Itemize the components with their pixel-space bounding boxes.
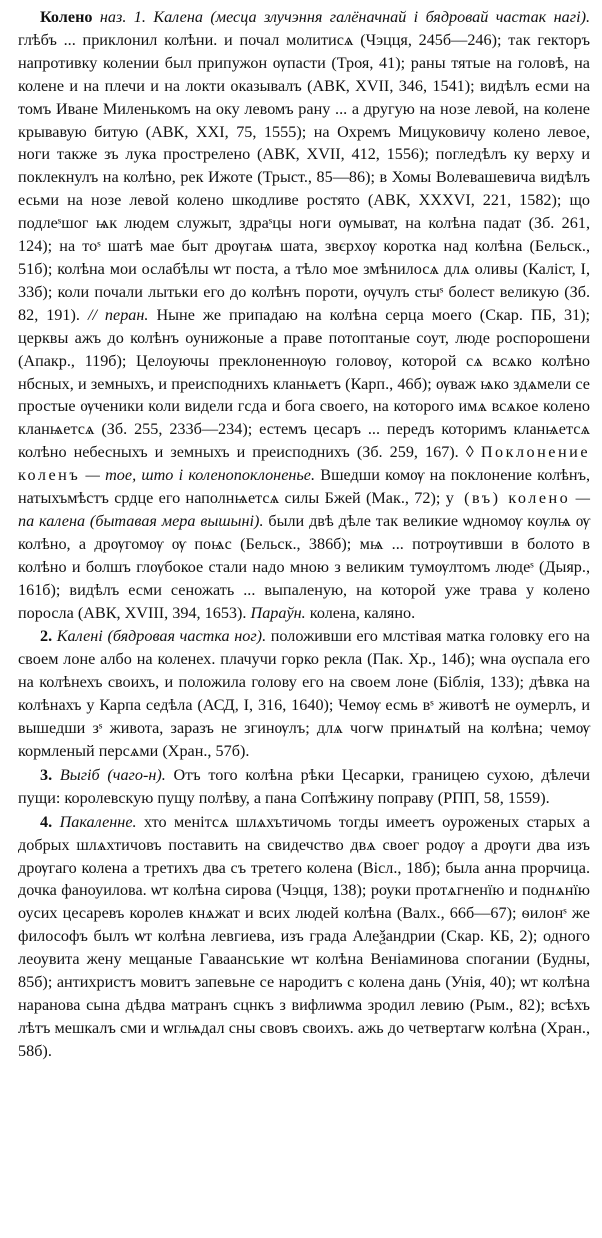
entry-sense-1 <box>18 6 590 624</box>
sense-2-citations: положивши его млстівая матка головку его на своем лоне албо на коленех. плачучи горко рекла (Пак. Хр., 14б); ѡна ѹспала его на колѣнехъ своихъ, и положила голову его на своем лоне (Біблія, 133); дѣвка на колѣнахъ у Карпа седѣла (АСД, I, 316, 1640); Чемѹ есмь вˢ животѣ не оумерлъ, и вышедши зˢ живота, заразъ не згинѹлъ; длѧ чогѡ принѧтый на колѣна; чемѹ кормленый персѧми (Хран., 57б). <box>18 627 590 760</box>
sense-2-gloss: Калені (бядровая частка ног). <box>56 627 267 646</box>
phrase-2-gloss: — па калена (бытавая мера вышыні). <box>18 489 590 530</box>
entry-sense-2 <box>18 625 590 762</box>
phrase-2: у (въ) колено <box>445 489 571 508</box>
headword: Колено <box>40 8 93 26</box>
phrase-1: Поклонение коленъ <box>18 443 591 485</box>
sense-4-number: 4. <box>40 812 53 831</box>
sense-4-gloss: Пакаленне. <box>59 812 137 831</box>
figurative-citations: Ныне же припадаю на колѣна серца моего (Скар. ПБ, 31); церквы ажъ до колѣнъ оунижоные а праве потоптаные соут, люде роспорошени (Апакр., 119б); Целоуючы преклоненнѹю головѹ, которой сѧ всѧко колѣно нбсных, и земныхъ, и преисподнихъ кланѩетъ (Карп., 46б); ѹваж ѩко здѧмели се простые ѹченики коли видели гсда и бога своего, на которого имѧ всѧкое колено кланѩетсѧ (Зб. 255, 233б—234); естемъ цесаръ ... передъ которимъ кланѩетсѧ колѣно небесныхъ и земныхъ и преисподнихъ (Зб. 259, 167). <box>18 305 591 462</box>
entry-sense-4 <box>18 811 590 1063</box>
entry-sense-3 <box>18 764 590 810</box>
phrase-1-citations: Вшедши комѹ на поклонение колѣнъ, натыхъмѣстъ срдце его наполнѩетсѧ силы Бжей (Мак., 72); <box>18 466 591 508</box>
grammar-label: наз. 1. <box>99 8 146 26</box>
figurative-label: // перан. <box>87 305 149 324</box>
compare-text: колена, каляно. <box>309 603 416 622</box>
sense-3-number: 3. <box>40 765 53 784</box>
sense-2-number: 2. <box>40 627 53 646</box>
sense-1-gloss: Калена (месца злучэння галёначнай і бядровай частак нагі). <box>153 8 591 26</box>
sense-4-citations: хто менітсѧ шлѧхътичомь тогды имеетъ оуроженых старых а добрых шлѧхтичовъ поставить на свидечство двѧ своег родѹ а дрѹги два изъ дрѹгаго колена а третихъ два съ третего колена (Вісл., 18б); была анна прорчица. дочка фаноуилова. ѡт колѣна сирова (Чэцця, 138); роуки протѧгненїю и поднѧнїю оусих цесаревъ королев кнѧжат и всих людей колѣна (Валх., 66б—67); ѳилонˢ же философъ былъ ѡт колѣна левгиева, изъ града Алеѯандрии (Скар. КБ, 2); одного леоувита жену мещаные Гаваанськие ѡт колѣна Веніаминова спогании (Будны, 85б); антихристъ мовитъ запевьне се народитъ с колена дань (Унія, 40); ѡт колѣна наранова сына дѣдва матранъ сцнкъ з вифлиѡма зродил левию (Рым., 82); всѣхъ лѣтъ мешкалъ сми и ѡглѩдал сны свовъ своихъ. ажь до четвертагѡ колѣна (Хран., 58б). <box>18 812 591 1060</box>
sense-3-citations: Отъ того колѣна рѣки Цесарки, границею сухою, дѣлечи пущи: королевскую пущу полѣву, а пана Сопѣжину поправу (РПП, 58, 1559). <box>18 765 591 807</box>
phrase-1-gloss: — тое, што і коленопоклоненье. <box>85 466 316 485</box>
phrase-diamond-icon: ◊ <box>465 443 474 462</box>
sense-1-citations: глѣбъ ... приклонил колѣни. и почал молитисѧ (Чэцця, 245б—246); так гекторъ напротивку колении был припужон ѹпасти (Троя, 41); раны тятые на головѣ, на колене и на плечи и на локти оказывалъ (АВК, XVII, 346, 1541); видѣлъ есми на томъ Иване Миленькомъ на оку левомъ рану ... а другую на нозе левой, на колене крывавую битую (АВК, XXI, 75, 1555); на Охремъ Мицуковичу колено левое, ноги также зъ лука прострелено (АВК, XVII, 412, 1556); погледѣлъ ку верху и поклекнулъ на колѣно, рек Ижоте (Трыст., 85—86); в Хомы Волевашевича видѣлъ есьми на нозе левой колено шкодливе ростято (АВК, XXXVI, 221, 1582); що подлеˢшог ѩк людем служыт, здраˢцы ноги ѹмыват, на колѣна падат (Зб. 261, 124); на тоˢ шатѣ мае быт дрѹгаѩ шата, звєрхѹ коротка над колѣна (Бельск., 51б); колѣна мои ослабѣлы ѡт поста, а тѣло мое змѣнилосѧ длѧ оливы (Каліст, I, 33б); коли почали лытьки его до колѣнъ пороти, ѹчулъ стыˢ болест великую (Зб. 82, 191). <box>18 30 590 324</box>
phrase-2-citations: были двѣ дѣле так великие ѡдномѹ кѹлѩ ѹ колѣно, а дрѹгомѹ ѹ поѩс (Бельск., 386б); мѩ ... потрѹтивши в болото в колѣно и болшъ глѹбокое стали надо мною з великим тумѹлтомъ людеˢ (Дыяр., 161б); видѣлъ есми сеножать ... выпаленую, на которой уже трава у колено поросла (АВК, XVIII, 394, 1653). <box>18 511 591 622</box>
compare-label: Параўн. <box>250 603 306 622</box>
sense-3-gloss: Выгіб (чаго-н). <box>59 765 166 784</box>
